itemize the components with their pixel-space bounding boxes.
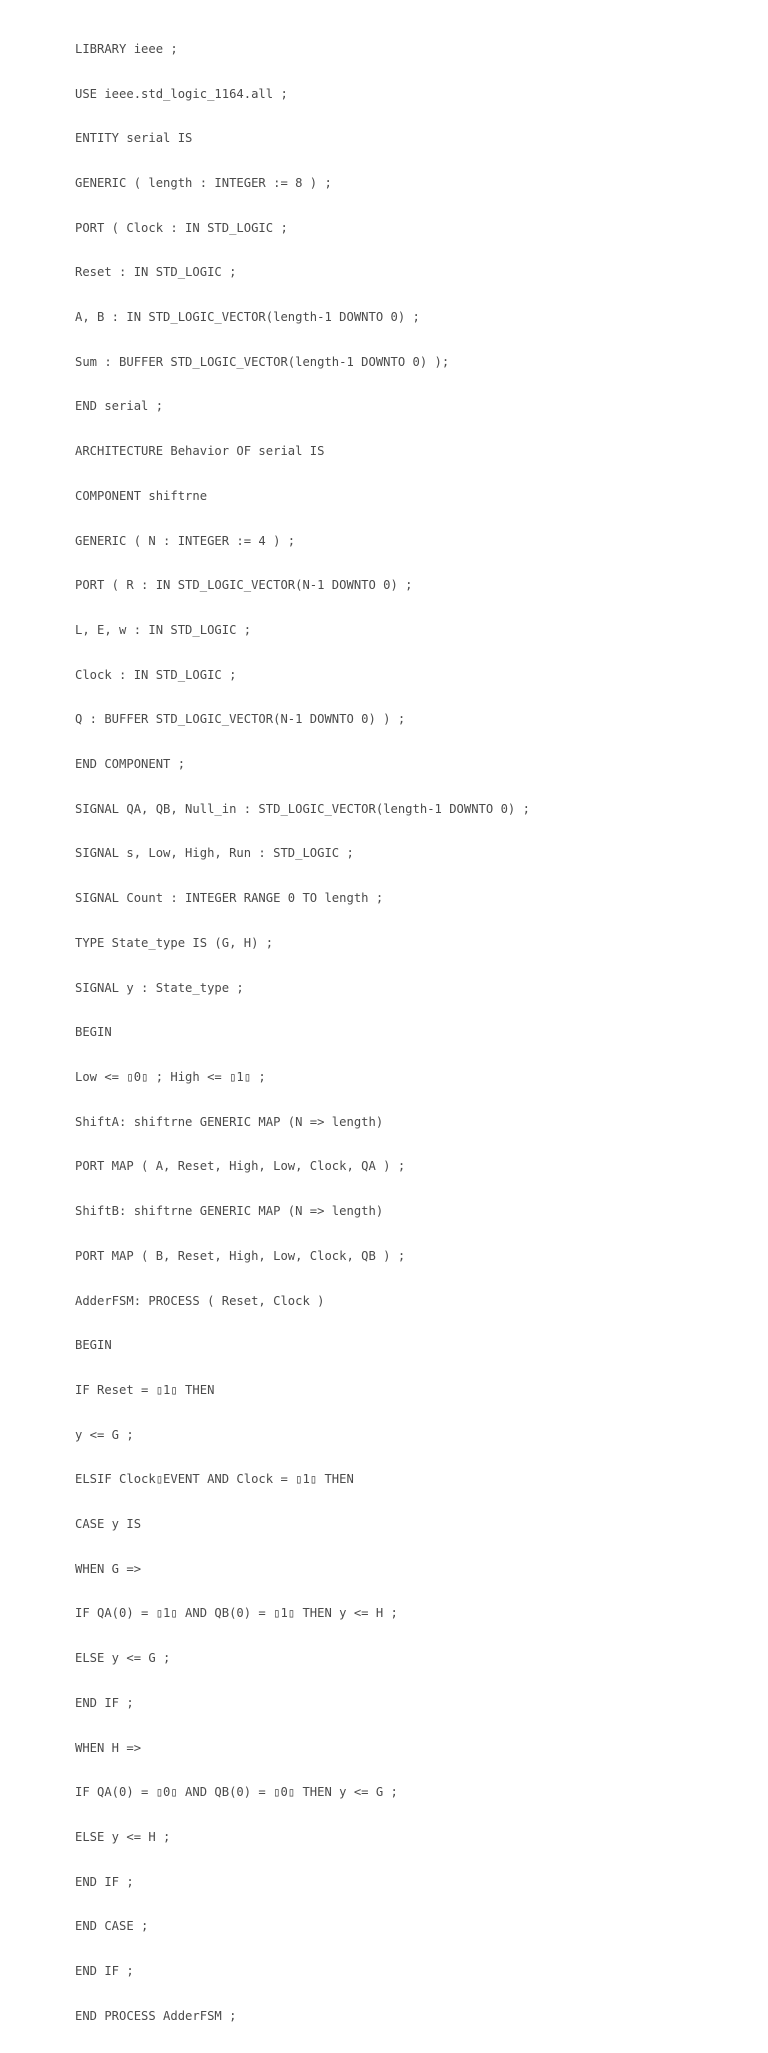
code-line: SIGNAL s, Low, High, Run : STD_LOGIC ; <box>75 846 354 861</box>
code-line: IF QA(0) = ▯0▯ AND QB(0) = ▯0▯ THEN y <= G ; <box>75 1785 398 1800</box>
code-line: Q : BUFFER STD_LOGIC_VECTOR(N-1 DOWNTO 0) ) ; <box>75 712 406 727</box>
code-line: Reset : IN STD_LOGIC ; <box>75 265 237 280</box>
code-line: GENERIC ( N : INTEGER := 4 ) ; <box>75 533 296 548</box>
code-line: WHEN G => <box>75 1561 142 1576</box>
code-line: BEGIN <box>75 1338 112 1353</box>
vhdl-code-block <box>75 12 530 2053</box>
code-line: IF QA(0) = ▯1▯ AND QB(0) = ▯1▯ THEN y <= H ; <box>75 1606 398 1621</box>
code-line: CASE y IS <box>75 1517 142 1532</box>
code-line: USE ieee.std_logic_1164.all ; <box>75 86 288 101</box>
code-line: ARCHITECTURE Behavior OF serial IS <box>75 444 325 459</box>
code-line: ELSE y <= G ; <box>75 1651 171 1666</box>
code-line: SIGNAL Count : INTEGER RANGE 0 TO length ; <box>75 891 384 906</box>
code-line: BEGIN <box>75 1025 112 1040</box>
code-line: AdderFSM: PROCESS ( Reset, Clock ) <box>75 1293 325 1308</box>
code-line: ELSE y <= H ; <box>75 1829 171 1844</box>
code-line: SIGNAL y : State_type ; <box>75 980 244 995</box>
code-line: SIGNAL QA, QB, Null_in : STD_LOGIC_VECTOR(length-1 DOWNTO 0) ; <box>75 801 530 816</box>
code-line: TYPE State_type IS (G, H) ; <box>75 935 274 950</box>
code-line: Clock : IN STD_LOGIC ; <box>75 667 237 682</box>
code-line: PORT MAP ( A, Reset, High, Low, Clock, QA ) ; <box>75 1159 406 1174</box>
code-line: END IF ; <box>75 1874 134 1889</box>
code-line: PORT ( Clock : IN STD_LOGIC ; <box>75 220 288 235</box>
code-line: PORT ( R : IN STD_LOGIC_VECTOR(N-1 DOWNTO 0) ; <box>75 578 413 593</box>
code-line: Low <= ▯0▯ ; High <= ▯1▯ ; <box>75 1069 266 1084</box>
code-line: END COMPONENT ; <box>75 757 186 772</box>
code-line: END PROCESS AdderFSM ; <box>75 2008 237 2023</box>
code-line: L, E, w : IN STD_LOGIC ; <box>75 622 252 637</box>
code-line: A, B : IN STD_LOGIC_VECTOR(length-1 DOWNTO 0) ; <box>75 310 420 325</box>
code-line: ShiftB: shiftrne GENERIC MAP (N => length) <box>75 1204 384 1219</box>
code-line: COMPONENT shiftrne <box>75 488 208 503</box>
code-line: ELSIF Clock▯EVENT AND Clock = ▯1▯ THEN <box>75 1472 354 1487</box>
code-line: ShiftA: shiftrne GENERIC MAP (N => length) <box>75 1114 384 1129</box>
code-line: Sum : BUFFER STD_LOGIC_VECTOR(length-1 DOWNTO 0) ); <box>75 354 450 369</box>
code-line: END CASE ; <box>75 1919 149 1934</box>
code-line: LIBRARY ieee ; <box>75 41 178 56</box>
code-line: ENTITY serial IS <box>75 131 193 146</box>
code-line: GENERIC ( length : INTEGER := 8 ) ; <box>75 175 332 190</box>
code-line: END IF ; <box>75 1695 134 1710</box>
code-line: PORT MAP ( B, Reset, High, Low, Clock, QB ) ; <box>75 1248 406 1263</box>
code-line: END IF ; <box>75 1964 134 1979</box>
code-line: WHEN H => <box>75 1740 142 1755</box>
code-line: y <= G ; <box>75 1427 134 1442</box>
code-line: END serial ; <box>75 399 164 414</box>
code-line: IF Reset = ▯1▯ THEN <box>75 1382 215 1397</box>
